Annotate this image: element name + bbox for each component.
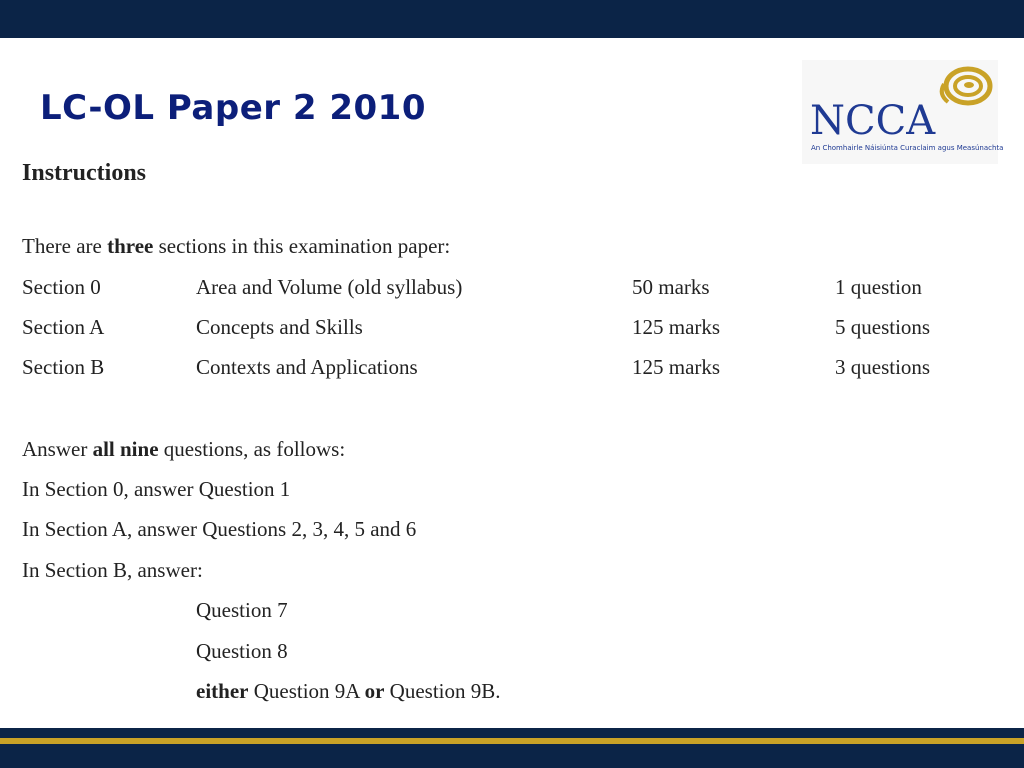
section-questions: 1 question	[835, 275, 922, 299]
ncca-rings-icon	[934, 64, 994, 110]
section-marks: 125 marks	[632, 355, 721, 379]
instructions-heading: Instructions	[22, 160, 147, 186]
intro-text-bold: three	[107, 234, 154, 258]
section-title: Contexts and Applications	[196, 355, 418, 379]
answer-text-before: Answer	[22, 437, 93, 461]
logo-subtitle: An Chomhairle Náisiúnta Curaclaim agus Measúnachta	[811, 144, 1004, 152]
answer-text-bold: all nine	[92, 437, 159, 461]
top-banner	[0, 0, 1024, 38]
section-name: Section B	[22, 355, 105, 379]
answer-line	[22, 437, 345, 462]
question-9b-text: Question 9B.	[384, 679, 501, 703]
intro-text-after: sections in this examination paper:	[153, 234, 451, 258]
logo-wordmark: NCCA	[810, 98, 936, 144]
ncca-logo	[802, 60, 1004, 164]
question-9-line	[196, 679, 501, 704]
gold-stripe	[0, 738, 1024, 744]
question-9a-text: Question 9A	[248, 679, 365, 703]
section-questions: 5 questions	[835, 315, 931, 339]
section-title: Area and Volume (old syllabus)	[196, 275, 463, 299]
question-8-line: Question 8	[196, 639, 288, 663]
slide-title: LC-OL Paper 2 2010	[40, 88, 426, 128]
section-name: Section 0	[22, 275, 101, 299]
section-marks: 125 marks	[632, 315, 721, 339]
or-word: or	[364, 679, 385, 703]
section-name: Section A	[22, 315, 105, 339]
sectionA-instruction: In Section A, answer Questions 2, 3, 4, 5 and 6	[22, 517, 417, 541]
section-title: Concepts and Skills	[196, 315, 363, 339]
section-marks: 50 marks	[632, 275, 710, 299]
question-7-line: Question 7	[196, 598, 288, 622]
either-word: either	[196, 679, 249, 703]
sectionB-instruction: In Section B, answer:	[22, 558, 203, 582]
intro-text-before: There are	[22, 234, 108, 258]
answer-text-after: questions, as follows:	[158, 437, 346, 461]
section-questions: 3 questions	[835, 355, 931, 379]
section0-instruction: In Section 0, answer Question 1	[22, 477, 291, 501]
bottom-banner	[0, 728, 1024, 768]
intro-line	[22, 234, 450, 259]
